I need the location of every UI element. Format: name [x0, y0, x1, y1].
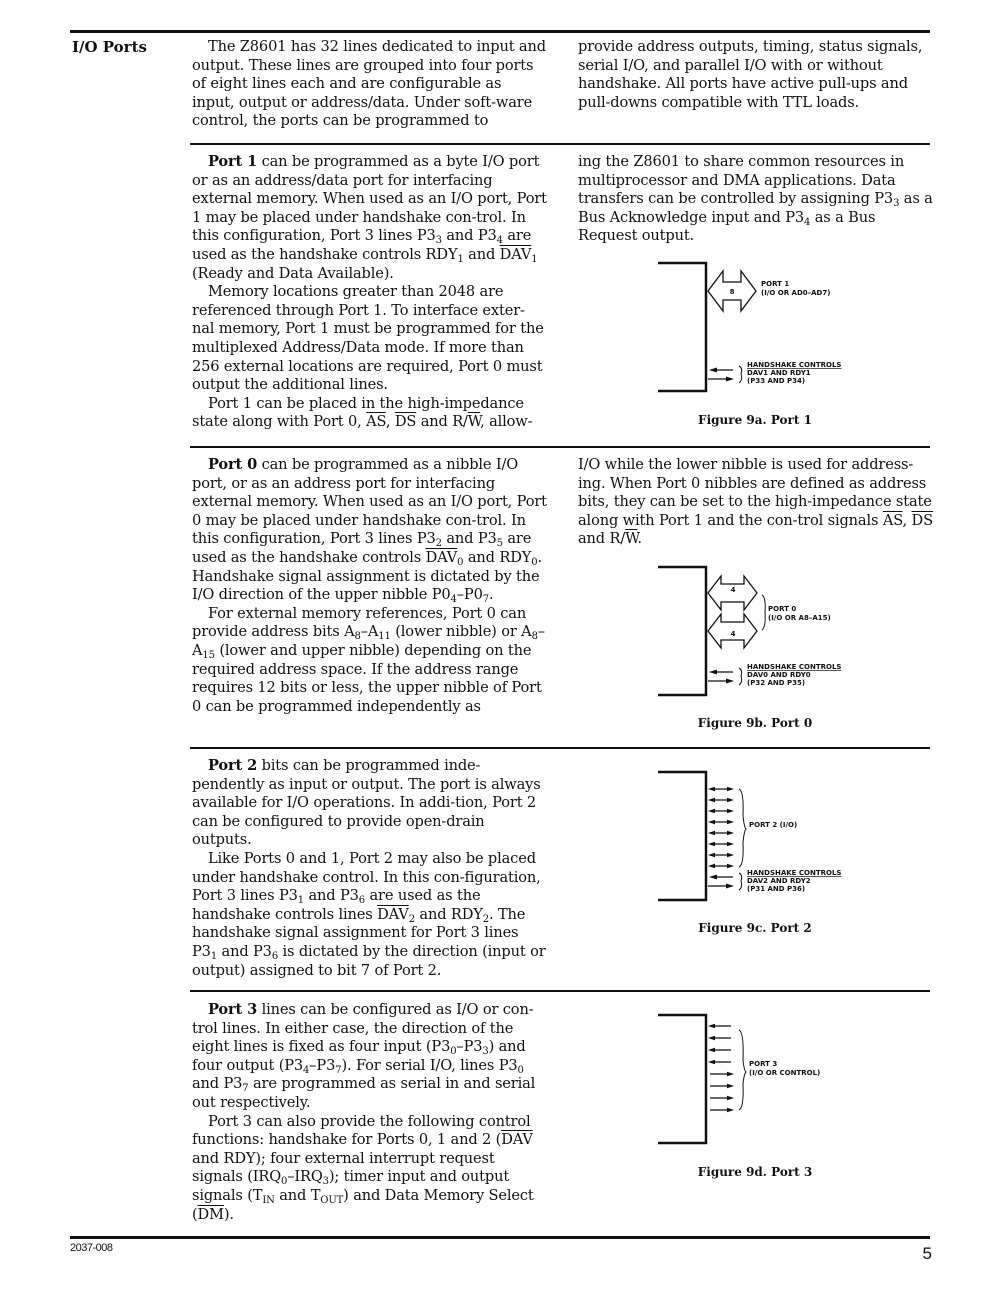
- brace: [739, 366, 742, 383]
- port0-paragraph-cont: I/O while the lower nibble is used for address-ing. When Port 0 nibbles are defined as address bits, they can be set to the high-impedance state along with Port 1 and the con-trol signals $\overline{AS}$, $\overline{DS}$ and $R/\overline{W}$.: [578, 456, 933, 548]
- port2-left-column: [192, 757, 547, 980]
- chip-outline: [658, 772, 706, 900]
- brace: [739, 668, 742, 685]
- bidirectional-signal-line: [708, 864, 734, 869]
- arrow-right-icon: [727, 1084, 734, 1089]
- section-divider: [190, 446, 930, 448]
- figure-9d-port3-diagram: [655, 1010, 885, 1150]
- handshake-signals: DAV2 AND RDY2: [747, 877, 811, 885]
- brace: [762, 595, 765, 630]
- port3-paragraph-2: Port 3 can also provide the following control functions: handshake for Ports 0, 1 and 2 ($\overline{DAV}$ and RDY); four external interrupt request signals $(IRQ_0-IRQ_3)$; timer input and output signals ($T_{IN}$ and $T_{OUT}$) and Data Memory Select $(\overline{DM})$.: [192, 1112, 534, 1223]
- section-heading: I/O Ports: [72, 38, 147, 56]
- port1-lead: Port 1: [208, 153, 258, 170]
- chip-outline: [658, 1015, 706, 1143]
- bidirectional-signal-line: [708, 798, 734, 803]
- input-arrow-icon: [709, 368, 717, 373]
- bidirectional-signal-line: [708, 787, 734, 792]
- arrow-right-icon: [727, 842, 734, 847]
- input-arrow-icon: [709, 670, 717, 675]
- port3-lead: Port 3: [208, 1001, 258, 1018]
- port-label: PORT 3: [749, 1060, 778, 1068]
- arrow-right-icon: [727, 820, 734, 825]
- brace: [739, 789, 746, 867]
- port2-lead: Port 2: [208, 757, 258, 774]
- port-label: PORT 0: [768, 605, 797, 613]
- arrow-right-icon: [727, 1108, 734, 1113]
- handshake-signals: DAV1 AND RDY1: [747, 369, 811, 377]
- port1-paragraph-1: Port 1 can be programmed as a byte I/O port or as an address/data port for interfacing external memory. When used as an I/O port, Port 1 may be placed under handshake con-trol. In this configuration, Port 3 lines $P3_3$ and $P3_4$ are used as the handshake controls $RDY_1$ and $\overline{DAV}_1$ (Ready and Data Available).: [192, 153, 547, 282]
- output-arrow-icon: [726, 884, 734, 889]
- input-signal-line: [708, 1036, 731, 1041]
- arrow-right-icon: [727, 853, 734, 858]
- chip-outline: [658, 567, 706, 695]
- bidirectional-signal-line: [708, 809, 734, 814]
- chip-outline: [658, 263, 706, 391]
- arrow-left-icon: [708, 1036, 715, 1041]
- handshake-pins: (P33 AND P34): [747, 377, 806, 385]
- arrow-left-icon: [708, 820, 715, 825]
- port1-paragraph-2: Memory locations greater than 2048 are referenced through Port 1. To interface exter-nal memory, Port 1 must be programmed for the multiplexed Address/Data mode. If more than 256 external locations are required, Port 0 must output the additional lines.: [192, 283, 544, 394]
- port-sub-label: (I/O OR A8–A15): [768, 614, 831, 622]
- port1-right-column: [578, 153, 933, 246]
- arrow-left-icon: [708, 798, 715, 803]
- intro-left-column: [192, 38, 547, 131]
- port1-left-column: [192, 153, 547, 432]
- port1-paragraph-cont: ing the Z8601 to share common resources in multiprocessor and DMA applications. Data transfers can be controlled by assigning $P3_3$ as a Bus Acknowledge input and $P3_4$ as a Bus Request output.: [578, 153, 933, 245]
- arrow-right-icon: [727, 1096, 734, 1101]
- brace: [739, 1030, 746, 1110]
- figure-9b-port0-diagram: [655, 562, 885, 702]
- bidirectional-signal-line: [708, 853, 734, 858]
- port1-paragraph-3: Port 1 can be placed in the high-impedance state along with Port 0, $\overline{AS}$, $\overline{DS}$ and $R/\overline{W}$, allow-: [192, 394, 533, 431]
- arrow-right-icon: [727, 1072, 734, 1077]
- output-signal-line: [710, 1108, 734, 1113]
- intro-paragraph-cont: provide address outputs, timing, status signals, serial I/O, and parallel I/O with or without handshake. All ports have active pull-ups and pull-downs compatible with TTL loads.: [578, 38, 923, 111]
- arrow-left-icon: [708, 842, 715, 847]
- intro-right-column: [578, 38, 933, 112]
- arrow-right-icon: [727, 864, 734, 869]
- port3-paragraph-1: Port 3 lines can be configured as I/O or con-trol lines. In either case, the direction of the eight lines is fixed as four input $(P3_0-P3_3)$ and four output $(P3_4-P3_7)$. For serial I/O, lines $P3_0$ and $P3_7$ are programmed as serial in and serial out respectively.: [192, 1001, 536, 1111]
- bidirectional-signal-line: [708, 842, 734, 847]
- bus-width-label: 8: [729, 288, 735, 296]
- arrow-left-icon: [708, 787, 715, 792]
- top-rule: [70, 30, 930, 33]
- output-arrow-icon: [726, 377, 734, 382]
- section-divider: [190, 990, 930, 992]
- figure-9c-port2-diagram: [655, 767, 885, 907]
- arrow-right-icon: [727, 787, 734, 792]
- bottom-rule: [70, 1236, 930, 1239]
- handshake-title: HANDSHAKE CONTROLS: [747, 663, 842, 671]
- arrow-left-icon: [708, 1060, 715, 1065]
- arrow-left-icon: [708, 853, 715, 858]
- port0-right-column: [578, 456, 933, 549]
- handshake-title: HANDSHAKE CONTROLS: [747, 361, 842, 369]
- handshake-pins: (P32 AND P35): [747, 679, 806, 687]
- port2-paragraph-2: Like Ports 0 and 1, Port 2 may also be placed under handshake control. In this con-figuration, Port 3 lines $P3_1$ and $P3_6$ are used as the handshake controls lines $\overline{DAV}_2$ and $RDY_2$. The handshake signal assignment for Port 3 lines $P3_1$ and $P3_6$ is dictated by the direction (input or output) assigned to bit 7 of Port 2.: [192, 849, 546, 979]
- arrow-left-icon: [708, 809, 715, 814]
- arrow-left-icon: [708, 1048, 715, 1053]
- handshake-pins: (P31 AND P36): [747, 885, 806, 893]
- output-signal-line: [710, 1072, 734, 1077]
- port-sub-label: (I/O OR CONTROL): [749, 1069, 821, 1077]
- arrow-right-icon: [727, 798, 734, 803]
- port-sub-label: (I/O OR AD0–AD7): [761, 289, 831, 297]
- bus-width-lower: 4: [730, 630, 736, 638]
- intro-paragraph: The Z8601 has 32 lines dedicated to input and output. These lines are grouped into four ports of eight lines each and are configurable as input, output or address/data. Under soft-ware control, the ports can be programmed to: [192, 38, 546, 130]
- figure-9d-caption: Figure 9d. Port 3: [697, 1165, 813, 1179]
- port0-lead: Port 0: [208, 456, 258, 473]
- figure-9a-caption: Figure 9a. Port 1: [698, 413, 812, 427]
- brace: [739, 873, 742, 890]
- figure-9a-port1-diagram: [655, 258, 885, 398]
- arrow-right-icon: [727, 831, 734, 836]
- section-divider: [190, 143, 930, 145]
- input-signal-line: [708, 1024, 731, 1029]
- page-number: 5: [922, 1244, 932, 1263]
- port0-left-column: [192, 456, 547, 716]
- arrow-left-icon: [708, 864, 715, 869]
- figure-9b-caption: Figure 9b. Port 0: [697, 716, 813, 730]
- port2-paragraph-1: Port 2 bits can be programmed inde-pendently as input or output. The port is always available for I/O operations. In addi-tion, Port 2 can be configured to provide open-drain outputs.: [192, 757, 541, 849]
- port-label: PORT 2 (I/O): [749, 821, 798, 829]
- document-code: 2037-008: [70, 1242, 113, 1254]
- port-label: PORT 1: [761, 280, 790, 288]
- input-arrow-icon: [709, 875, 717, 880]
- output-arrow-icon: [726, 679, 734, 684]
- port3-left-column: [192, 1001, 547, 1224]
- figure-9c-caption: Figure 9c. Port 2: [698, 921, 812, 935]
- handshake-signals: DAV0 AND RDY0: [747, 671, 811, 679]
- bus-width-upper: 4: [730, 586, 736, 594]
- section-divider: [190, 747, 930, 749]
- input-signal-line: [708, 1048, 731, 1053]
- port0-paragraph-2: For external memory references, Port 0 can provide address bits $A_8-A_{11}$ (lower nibble) or $A_8-A_{15}$ (lower and upper nibble) depending on the required address space. If the address range requires 12 bits or less, the upper nibble of Port 0 can be programmed independently as: [192, 604, 545, 715]
- input-signal-line: [708, 1060, 731, 1065]
- arrow-left-icon: [708, 1024, 715, 1029]
- arrow-left-icon: [708, 831, 715, 836]
- output-signal-line: [710, 1084, 734, 1089]
- port0-paragraph-1: Port 0 can be programmed as a nibble I/O port, or as an address port for interfacing external memory. When used as an I/O port, Port 0 may be placed under handshake con-trol. In this configuration, Port 3 lines $P3_2$ and $P3_5$ are used as the handshake controls $\overline{DAV}_0$ and $RDY_0$. Handshake signal assignment is dictated by the I/O direction of the upper nibble $P0_4-P0_7$.: [192, 456, 547, 606]
- bidirectional-signal-line: [708, 820, 734, 825]
- arrow-right-icon: [727, 809, 734, 814]
- output-signal-line: [710, 1096, 734, 1101]
- handshake-title: HANDSHAKE CONTROLS: [747, 869, 842, 877]
- bidirectional-signal-line: [708, 831, 734, 836]
